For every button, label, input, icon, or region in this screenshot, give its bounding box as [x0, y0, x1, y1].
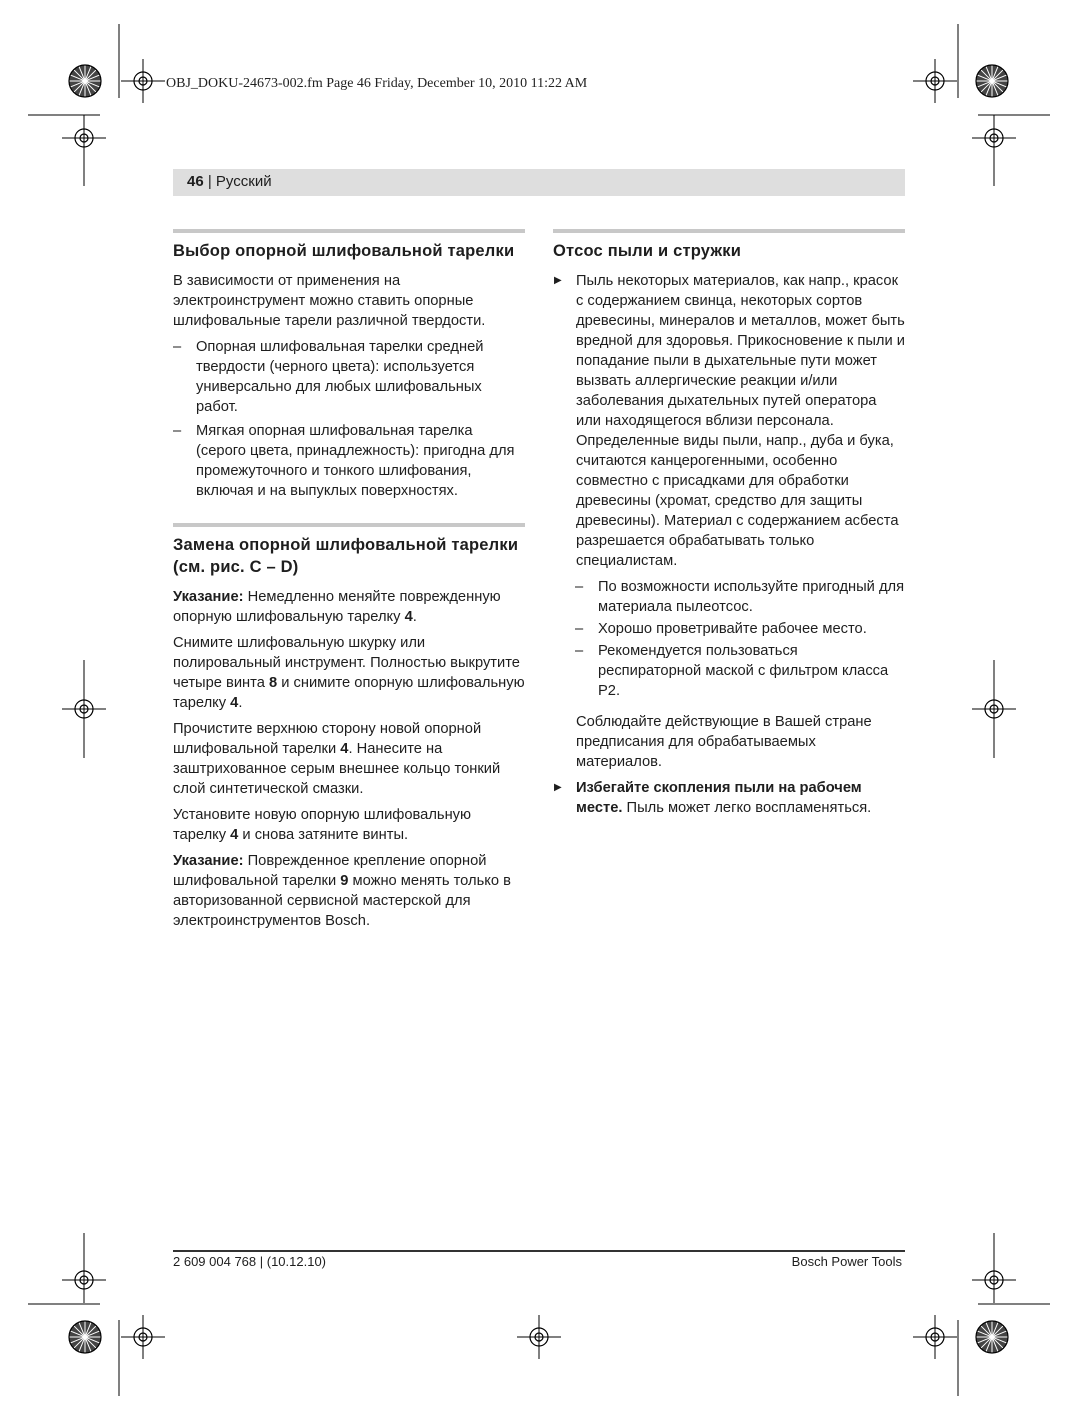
- text: Пыль некоторых материалов, как напр., красок с содержанием свинца, некоторых сортов древесины, минералов и металлов, может быть вредной для здоровья. Прикосновение к пыли и попадание пыли в дыхательные пути может вызвать аллергические реакции и/или заболевания дыхательных путей оператора или находящегося вблизи персонала.: [576, 273, 905, 429]
- paragraph: [173, 633, 525, 713]
- ref-number: 4: [340, 741, 349, 757]
- list-item: – Рекомендуется пользоваться респираторной маской с фильтром класса P2.: [553, 641, 905, 701]
- text: .: [412, 609, 417, 625]
- header-language: Русский: [215, 173, 272, 190]
- section-rule: [553, 229, 905, 233]
- section-rule: [173, 523, 525, 527]
- warning-bold: Избегайте скопления пыли на рабочем месте.: [576, 780, 862, 816]
- registration-cross-icon: [121, 1315, 165, 1359]
- page-header-bar: [173, 169, 905, 196]
- ref-number: 8: [268, 675, 278, 691]
- ref-number: 4: [404, 609, 413, 625]
- section-title: Отсос пыли и стружки: [553, 242, 742, 260]
- registration-star-icon: [69, 65, 101, 97]
- registration-cross-icon: [121, 59, 165, 103]
- note-label: Указание:: [173, 589, 244, 605]
- note-paragraph: [173, 851, 525, 931]
- paragraph: В зависимости от применения на электроинструмент можно ставить опорные шлифовальные тарели различной твердости.: [173, 273, 486, 329]
- footer-rule: [173, 1250, 905, 1252]
- page-number: 46: [187, 173, 204, 190]
- registration-cross-icon: [913, 59, 957, 103]
- list-item: – Мягкая опорная шлифовальная тарелка (серого цвета, принадлежность): пригодна для промежуточного и тонкого шлифования, включая и на выпуклых поверхностях.: [173, 421, 525, 501]
- text: Немедленно меняйте поврежденную опорную шлифовальную тарелку: [173, 589, 501, 625]
- list-item: – Хорошо проветривайте рабочее место.: [553, 619, 905, 639]
- warning-bullet: [553, 778, 905, 818]
- registration-cross-icon: [913, 1315, 957, 1359]
- section-title: Замена опорной шлифовальной тарелки (см. рис. C – D): [173, 536, 519, 576]
- footer-doc-number: 2 609 004 768 | (10.12.10): [173, 1254, 326, 1269]
- text: Поврежденное крепление опорной шлифовальной тарелки: [173, 853, 487, 889]
- text: Определенные виды пыли, напр., дуба и бука, считаются канцерогенными, особенно совместно с присадками для обработки древесины (хромат, средство для защиты древесины). Материал с содержанием асбеста разрешается обрабатывать только специалистам.: [576, 433, 899, 569]
- paragraph: Соблюдайте действующие в Вашей стране предписания для обрабатываемых материалов.: [576, 714, 872, 770]
- footer-brand: Bosch Power Tools: [791, 1254, 902, 1269]
- page-header: [187, 173, 272, 190]
- registration-star-icon: [976, 1321, 1008, 1353]
- right-column: [553, 229, 905, 824]
- text: и снова затяните винты.: [238, 827, 409, 843]
- text: Установите новую опорную шлифовальную тарелку: [173, 807, 472, 843]
- header-separator: |: [203, 173, 216, 190]
- paragraph: [173, 719, 525, 799]
- ref-number: 9: [340, 873, 349, 889]
- text: Снимите шлифовальную шкурку или полировальный инструмент. Полностью выкрутите четыре винта: [173, 635, 520, 691]
- registration-star-icon: [976, 65, 1008, 97]
- section-rule: [173, 229, 525, 233]
- print-slug: OBJ_DOKU-24673-002.fm Page 46 Friday, December 10, 2010 11:22 AM: [166, 76, 588, 91]
- left-column: [173, 229, 525, 937]
- text: .: [238, 695, 243, 711]
- list-item: – По возможности используйте пригодный для материала пылеотсос.: [553, 577, 905, 617]
- paragraph: [173, 805, 525, 845]
- text: Прочистите верхнюю сторону новой опорной шлифовальной тарелки: [173, 721, 482, 757]
- ref-number: 4: [230, 827, 239, 843]
- note-label: Указание:: [173, 853, 244, 869]
- note-paragraph: [173, 587, 525, 627]
- list-item: – Опорная шлифовальная тарелки средней твердости (черного цвета): используется универсально для любых шлифовальных работ.: [173, 337, 525, 417]
- ref-number: 4: [230, 695, 239, 711]
- text: Пыль может легко воспламеняться.: [622, 800, 872, 816]
- text: можно менять только в авторизованной сервисной мастерской для электроинструментов Bosch.: [173, 873, 511, 929]
- text: и снимите опорную шлифовальную тарелку: [173, 675, 525, 711]
- warning-bullet: [553, 271, 905, 571]
- text: . Нанесите на заштрихованное серым внешнее кольцо тонкий слой синтетической смазки.: [173, 741, 501, 797]
- registration-star-icon: [69, 1321, 101, 1353]
- section-title: Выбор опорной шлифовальной тарелки: [173, 242, 515, 260]
- registration-cross-icon: [517, 1315, 561, 1359]
